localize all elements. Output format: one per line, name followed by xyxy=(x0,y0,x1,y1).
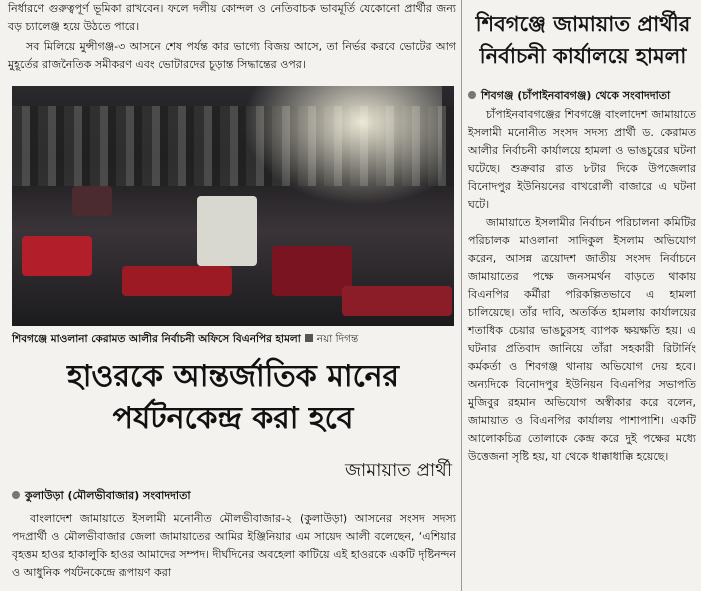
top-paragraph-1: নির্ধারণে গুরুত্বপূর্ণ ভূমিকা রাখবেন। ফলে দলীয় কোন্দল ও নেতিবাচক ভাবমূর্তি যেকোনো প্রার্থীর জন্য বড় চ্যালেঞ্জ হয়ে উঠতে পারে। xyxy=(8,2,456,33)
photo-white-chair xyxy=(197,196,257,266)
bullet-dot-icon xyxy=(12,491,20,499)
photo-light xyxy=(242,86,442,206)
headline-line-2: পর্যটনকেন্দ্র করা হবে xyxy=(112,401,354,436)
left-column xyxy=(8,0,456,591)
dateline-text: কুলাউড়া (মৌলভীবাজার) সংবাদদাতা xyxy=(25,489,191,502)
right-paragraph-1: চাঁপাইনবাবগঞ্জের শিবগঞ্জে বাংলাদেশ জামায়াতে ইসলামী মনোনীত সংসদ সদস্য প্রার্থী ড. কেরামত আলীর নির্বাচনী কার্যালয়ে হামলা ও ভাঙচুরের ঘটনা ঘটেছে। শুক্রবার রাত ৮টার দিকে উপজেলার বিনোদপুর ইউনিয়নের বাখরোলী বাজারে এ ঘটনা ঘটে। xyxy=(468,108,696,211)
photo-red-chair xyxy=(22,236,92,276)
photo-chair xyxy=(72,186,112,216)
top-paragraph-2: সব মিলিয়ে মুন্সীগঞ্জ-৩ আসনে শেষ পর্যন্ত কার ভাগ্যে বিজয় আসে, তা নির্ভর করবে ভোটের আগ মুহূর্তের রাজনৈতিক সমীকরণ এবং ভোটারদের চূড়ান্ত সিদ্ধান্তের ওপর। xyxy=(8,40,456,71)
photo-credit: নয়া দিগন্ত xyxy=(316,333,359,345)
right-dateline xyxy=(468,88,696,104)
caption-square-icon xyxy=(305,334,313,342)
headline-kicker: জামায়াত প্রার্থী xyxy=(344,460,452,481)
right-headline-line-2: নির্বাচনী কার্যালয়ে হামলা xyxy=(479,43,687,68)
right-article xyxy=(468,88,696,466)
photo-red-chair xyxy=(272,246,352,296)
dateline xyxy=(12,488,191,504)
right-headline-line-1: শিবগঞ্জে জামায়াত প্রার্থীর xyxy=(475,11,691,36)
right-dateline-text: শিবগঞ্জ (চাঁপাইনবাবগঞ্জ) থেকে সংবাদদাতা xyxy=(481,89,671,102)
right-paragraph-2: জামায়াতে ইসলামীর নির্বাচন পরিচালনা কমিটির পরিচালক মাওলানা সাদিকুল ইসলাম অভিযোগ করেন, আসন্ন ত্রয়োদশ জাতীয় সংসদ নির্বাচনে জামায়াতের পক্ষে জনসমর্থন বাড়তে থাকায় বিএনপির কর্মীরা পরিকল্পিতভাবে এ হামলা চালিয়েছে। তাঁর দাবি, অতর্কিত হামলায় কার্যালয়ের শতাধিক চেয়ার ভাঙচুরসহ ব্যাপক ক্ষয়ক্ষতি হয়। এ ঘটনার প্রতিবাদ জানিয়ে তাঁরা সহকারী রিটার্নিং কর্মকর্তা ও শিবগঞ্জ থানায় অভিযোগ দেয় হবে। অন্যদিকে বিনোদপুর ইউনিয়ন বিএনপির সভাপতি মুজিবুর রহমান অভিযোগ অস্বীকার করে বলেন, জামায়াত ও বিএনপির কার্যালয় পাশাপাশি। একটি আলোকচিত্র তোলাকে কেন্দ্র করে দুই পক্ষের মধ্যে উত্তেজনা সৃষ্টি হয়, যা থেকে ধাক্কাধাক্কি হয়েছে। xyxy=(468,216,696,463)
caption-text: শিবগঞ্জে মাওলানা কেরামত আলীর নির্বাচনী অফিসে বিএনপির হামলা xyxy=(12,333,301,345)
news-photo xyxy=(12,86,454,326)
right-column xyxy=(468,0,698,591)
photo-red-chair xyxy=(122,266,232,296)
article-body: বাংলাদেশ জামায়াতে ইসলামী মনোনীত মৌলভীবাজার-২ (কুলাউড়া) আসনের সংসদ সদস্য পদপ্রার্থী ও মৌলভীবাজার জেলা জামায়াতের আমির ইঞ্জিনিয়ার এম সায়েদ আলী বলেছেন, ‘এশিয়ার বৃহত্তম হাওর হাকালুকি হাওর আমাদের সম্পদ। দীর্ঘদিনের অবহেলা কাটিয়ে এই হাওরকে একটি দৃষ্টিনন্দন ও আধুনিক পর্যটনকেন্দ্রে রূপায়ণ করা xyxy=(12,512,456,579)
column-divider xyxy=(461,0,462,591)
photo-caption xyxy=(12,332,454,346)
bullet-dot-icon xyxy=(468,91,476,99)
headline-line-1: হাওরকে আন্তর্জাতিক মানের xyxy=(66,359,400,394)
photo-red-chair xyxy=(342,286,452,316)
